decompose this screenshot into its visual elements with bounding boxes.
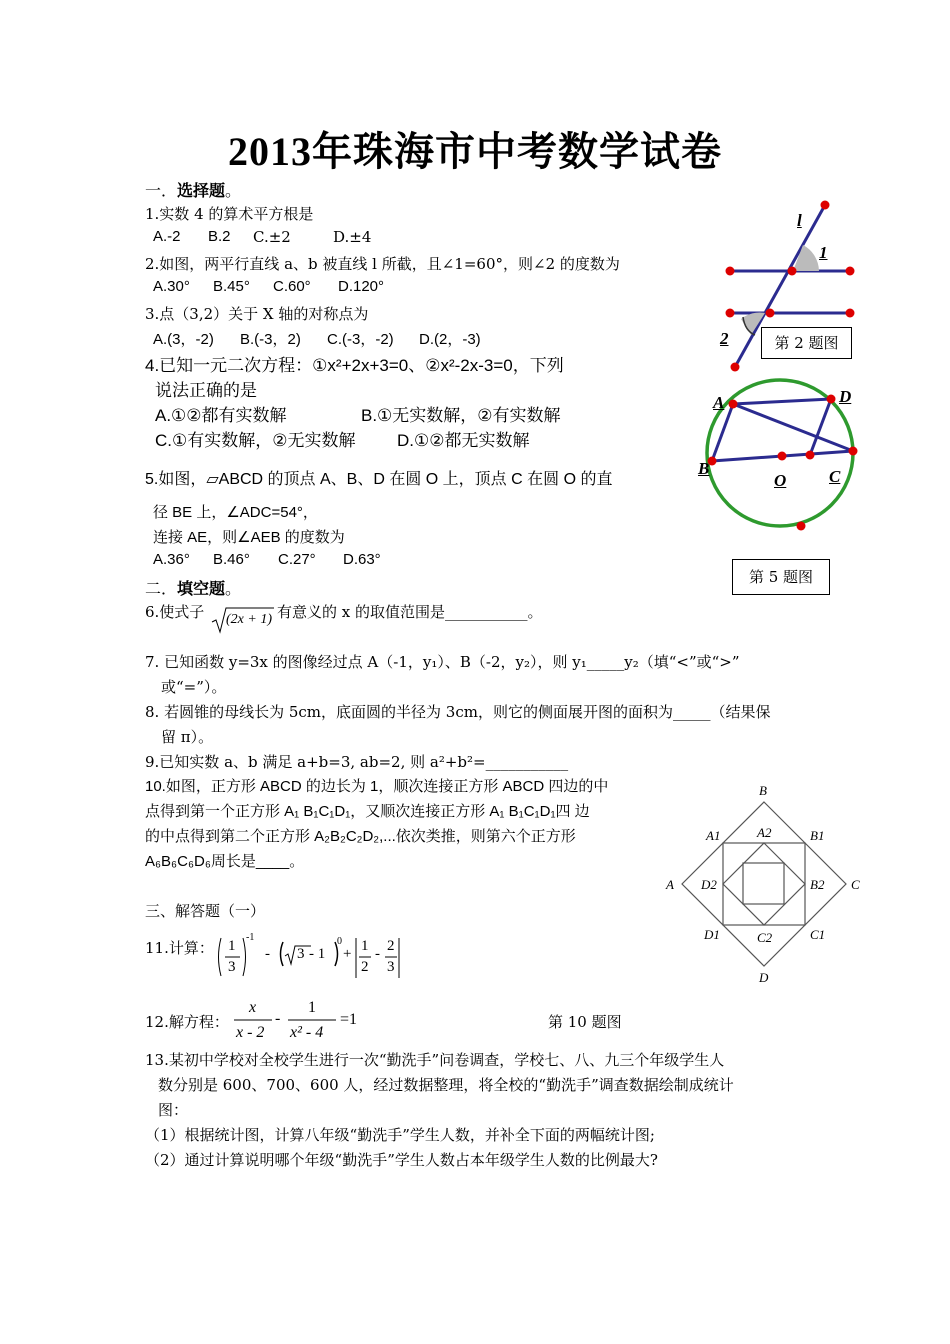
sq-label-d2: D2 [701, 877, 717, 892]
question-13-sub-1: （1）根据统计图，计算八年级“勤洗手”学生人数，并补全下面的两幅统计图; [145, 1126, 655, 1144]
q4-option-c: C.①有实数解，②无实数解 [155, 431, 356, 450]
q11-exp0: 0 [337, 936, 342, 947]
section-heading-answer: 三、解答题（一） [145, 902, 266, 920]
q5-option-d: D.63° [343, 551, 381, 568]
question-7-line-1: 7. 已知函数 y=3x 的图像经过点 A（-1，y₁）、B（-2，y₂），则 y₁_____y₂（填“<”或“>” [145, 653, 740, 671]
section-number: 一． [145, 181, 178, 200]
q11-minus-one: - 1 [309, 946, 326, 962]
sq-label-c: C [851, 877, 860, 892]
question-10-line-1: 10.如图，正方形 ABCD 的边长为 1，顺次连接正方形 ABCD 四边的中 [145, 778, 609, 795]
question-8-line-1: 8. 若圆锥的母线长为 5cm，底面圆的半径为 3cm，则它的侧面展开图的面积为_____（结果保 [145, 703, 771, 721]
question-4-line-1: 4.已知一元二次方程：①x²+2x+3=0、②x²-2x-3=0，下列 [145, 356, 564, 375]
q11-plus: + [343, 946, 352, 962]
question-11-prefix: 11.计算： [145, 939, 214, 957]
q11-abs-den1: 2 [361, 959, 369, 975]
angle-2-label: 2 [720, 329, 729, 348]
point-a-label: A [713, 393, 725, 412]
question-8-line-2: 留 π）。 [161, 728, 214, 746]
q2-option-c: C.60° [273, 278, 311, 295]
sq-label-a1: A1 [706, 828, 721, 843]
q11-frac1-den: 3 [228, 959, 236, 975]
section-name: 选择题 [177, 181, 226, 200]
q11-minus: - [265, 946, 270, 962]
question-9: 9.已知实数 a、b 满足 a+b=3, ab=2, 则 a²+b²=___________ [145, 753, 569, 771]
q2-option-d: D.120° [338, 278, 385, 295]
sq-label-c1: C1 [810, 927, 826, 942]
q12-num1: x [249, 999, 257, 1016]
q1-option-d: D.±4 [333, 228, 372, 246]
q11-exp1: -1 [246, 932, 255, 943]
sq-label-d1: D1 [704, 927, 720, 942]
q11-abs-num2: 2 [387, 938, 395, 954]
question-12-prefix: 12.解方程： [145, 1013, 229, 1031]
question-1: 1.实数 4 的算术平方根是 [145, 205, 314, 223]
sq-label-d: D [759, 970, 769, 985]
q12-rhs: =1 [340, 1011, 358, 1028]
question-13-line-3: 图： [158, 1101, 189, 1119]
q5-figure [695, 375, 865, 535]
question-10-line-4: A₆B₆C₆D₆周长是____。 [145, 853, 305, 870]
q1-option-c: C.±2 [253, 228, 291, 246]
q4-option-a: A.①②都有实数解 [155, 406, 287, 425]
angle-1-label: 1 [819, 243, 828, 262]
q3-option-c: C.(-3，-2) [327, 331, 394, 348]
question-5-line-2: 径 BE 上，∠ADC=54°， [153, 504, 318, 521]
sq-label-a: A [666, 877, 674, 892]
q4-option-d: D.①②都无实数解 [397, 431, 530, 450]
q5-figure-caption: 第 5 题图 [732, 559, 830, 595]
q11-frac1-num: 1 [228, 938, 236, 954]
sq-label-b2: B2 [810, 877, 825, 892]
q2-figure-caption: 第 2 题图 [761, 327, 852, 359]
question-10-line-2: 点得到第一个正方形 A₁ B₁C₁D₁，又顺次连接正方形 A₁ B₁C₁D₁四 边 [145, 803, 590, 820]
question-3: 3.点（3,2）关于 X 轴的对称点为 [145, 305, 369, 323]
point-o-label: O [774, 471, 787, 490]
q11-abs-num1: 1 [361, 938, 369, 954]
point-d-label: D [839, 387, 852, 406]
section-tail: 。 [225, 579, 242, 598]
q4-option-b: B.①无实数解，②有实数解 [361, 406, 561, 425]
q10-figure [660, 782, 870, 987]
page-title: 2013年珠海市中考数学试卷 [228, 129, 722, 174]
nested-squares-diagram [660, 782, 870, 987]
section-tail: 。 [225, 181, 242, 200]
section-number: 二． [145, 579, 178, 598]
question-6-suffix: 有意义的 x 的取值范围是___________。 [277, 603, 543, 621]
q12-num2: 1 [308, 999, 316, 1016]
q6-radicand: (2x + 1) [226, 612, 272, 627]
q12-den1: x - 2 [236, 1024, 265, 1041]
sq-label-b: B [759, 783, 767, 798]
q11-abs-den2: 3 [387, 959, 395, 975]
question-5-line-1: 5.如图，▱ABCD 的顶点 A、B、D 在圆 O 上，顶点 C 在圆 O 的直 [145, 471, 613, 488]
section-name: 填空题 [177, 579, 226, 598]
question-6-prefix: 6.使式子 [145, 603, 205, 621]
sq-label-b1: B1 [810, 828, 825, 843]
q11-sqrt3: 3 [297, 946, 305, 962]
sq-label-c2: C2 [757, 930, 773, 945]
q12-equation [230, 996, 370, 1046]
q12-minus: - [275, 1010, 281, 1027]
q3-option-a: A.(3，-2) [153, 331, 214, 348]
q6-radical [210, 606, 276, 638]
q3-option-d: D.(2，-3) [419, 331, 481, 348]
q5-option-b: B.46° [213, 551, 250, 568]
question-13-line-2: 数分别是 600、700、600 人，经过数据整理，将全校的“勤洗手”调查数据绘制成统计 [158, 1076, 734, 1094]
q11-abs-minus: - [375, 946, 380, 962]
q5-option-c: C.27° [278, 551, 316, 568]
question-7-line-2: 或“=”）。 [161, 678, 227, 696]
q1-option-b: B.2 [208, 228, 231, 245]
question-4-line-2: 说法正确的是 [155, 381, 257, 400]
q2-option-b: B.45° [213, 278, 250, 295]
question-13-sub-2: （2）通过计算说明哪个年级“勤洗手”学生人数占本年级学生人数的比例最大? [145, 1151, 658, 1169]
section-heading-choice [145, 178, 241, 201]
q1-option-a: A.-2 [153, 228, 181, 245]
question-5-line-3: 连接 AE，则∠AEB 的度数为 [153, 529, 345, 546]
question-10-line-3: 的中点得到第二个正方形 A₂B₂C₂D₂,...依次类推，则第六个正方形 [145, 828, 576, 845]
question-13-line-1: 13.某初中学校对全校学生进行一次“勤洗手”问卷调查，学校七、八、九三个年级学生人 [145, 1051, 725, 1069]
point-c-label: C [829, 467, 841, 486]
q11-expression [215, 932, 405, 982]
section-heading-fill [145, 576, 241, 599]
sq-label-a2: A2 [757, 825, 772, 840]
q12-den2: x² - 4 [290, 1024, 324, 1041]
question-2: 2.如图，两平行直线 a、b 被直线 l 所截，且∠1=60°，则∠2 的度数为 [145, 255, 620, 273]
line-l-label: l [797, 211, 802, 230]
q3-option-b: B.(-3，2) [240, 331, 301, 348]
point-b-label: B [698, 459, 710, 478]
q5-option-a: A.36° [153, 551, 190, 568]
q2-option-a: A.30° [153, 278, 190, 295]
q10-figure-caption: 第 10 题图 [548, 1013, 622, 1031]
